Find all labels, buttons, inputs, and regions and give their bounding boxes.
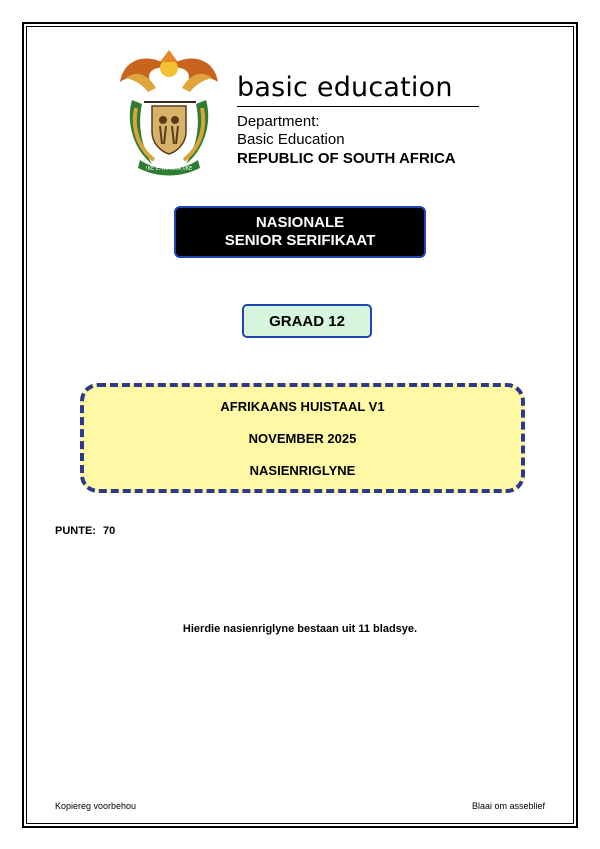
subject-document-type: NASIENRIGLYNE bbox=[249, 463, 356, 478]
department-name: Basic Education bbox=[237, 131, 345, 148]
grade-label: GRAAD 12 bbox=[269, 312, 345, 330]
footer-copyright: Kopiereg voorbehou bbox=[55, 801, 137, 811]
marks-value: 70 bbox=[103, 525, 116, 537]
brand-title: basic education bbox=[237, 72, 479, 107]
subject-box bbox=[80, 383, 525, 493]
country-name: REPUBLIC OF SOUTH AFRICA bbox=[237, 150, 456, 167]
pages-note: Hierdie nasienriglyne bestaan uit 11 bladsye. bbox=[182, 623, 418, 635]
footer-turn-page: Blaai om asseblief bbox=[471, 801, 545, 811]
certificate-line-1: NASIONALE bbox=[255, 214, 345, 231]
certificate-line-2: SENIOR SERIFIKAAT bbox=[224, 232, 376, 249]
certificate-box bbox=[174, 206, 426, 258]
grade-box bbox=[242, 304, 372, 338]
department-header bbox=[237, 72, 482, 168]
coat-of-arms-icon bbox=[118, 48, 220, 178]
marks-line bbox=[55, 525, 115, 537]
svg-text:!KE E: /XARRA //KE: !KE E: /XARRA //KE bbox=[145, 166, 193, 172]
department-label: Department: bbox=[237, 113, 320, 130]
subject-paper: AFRIKAANS HUISTAAL V1 bbox=[220, 399, 385, 414]
subject-session: NOVEMBER 2025 bbox=[248, 431, 357, 446]
marks-label: PUNTE: bbox=[55, 525, 96, 537]
